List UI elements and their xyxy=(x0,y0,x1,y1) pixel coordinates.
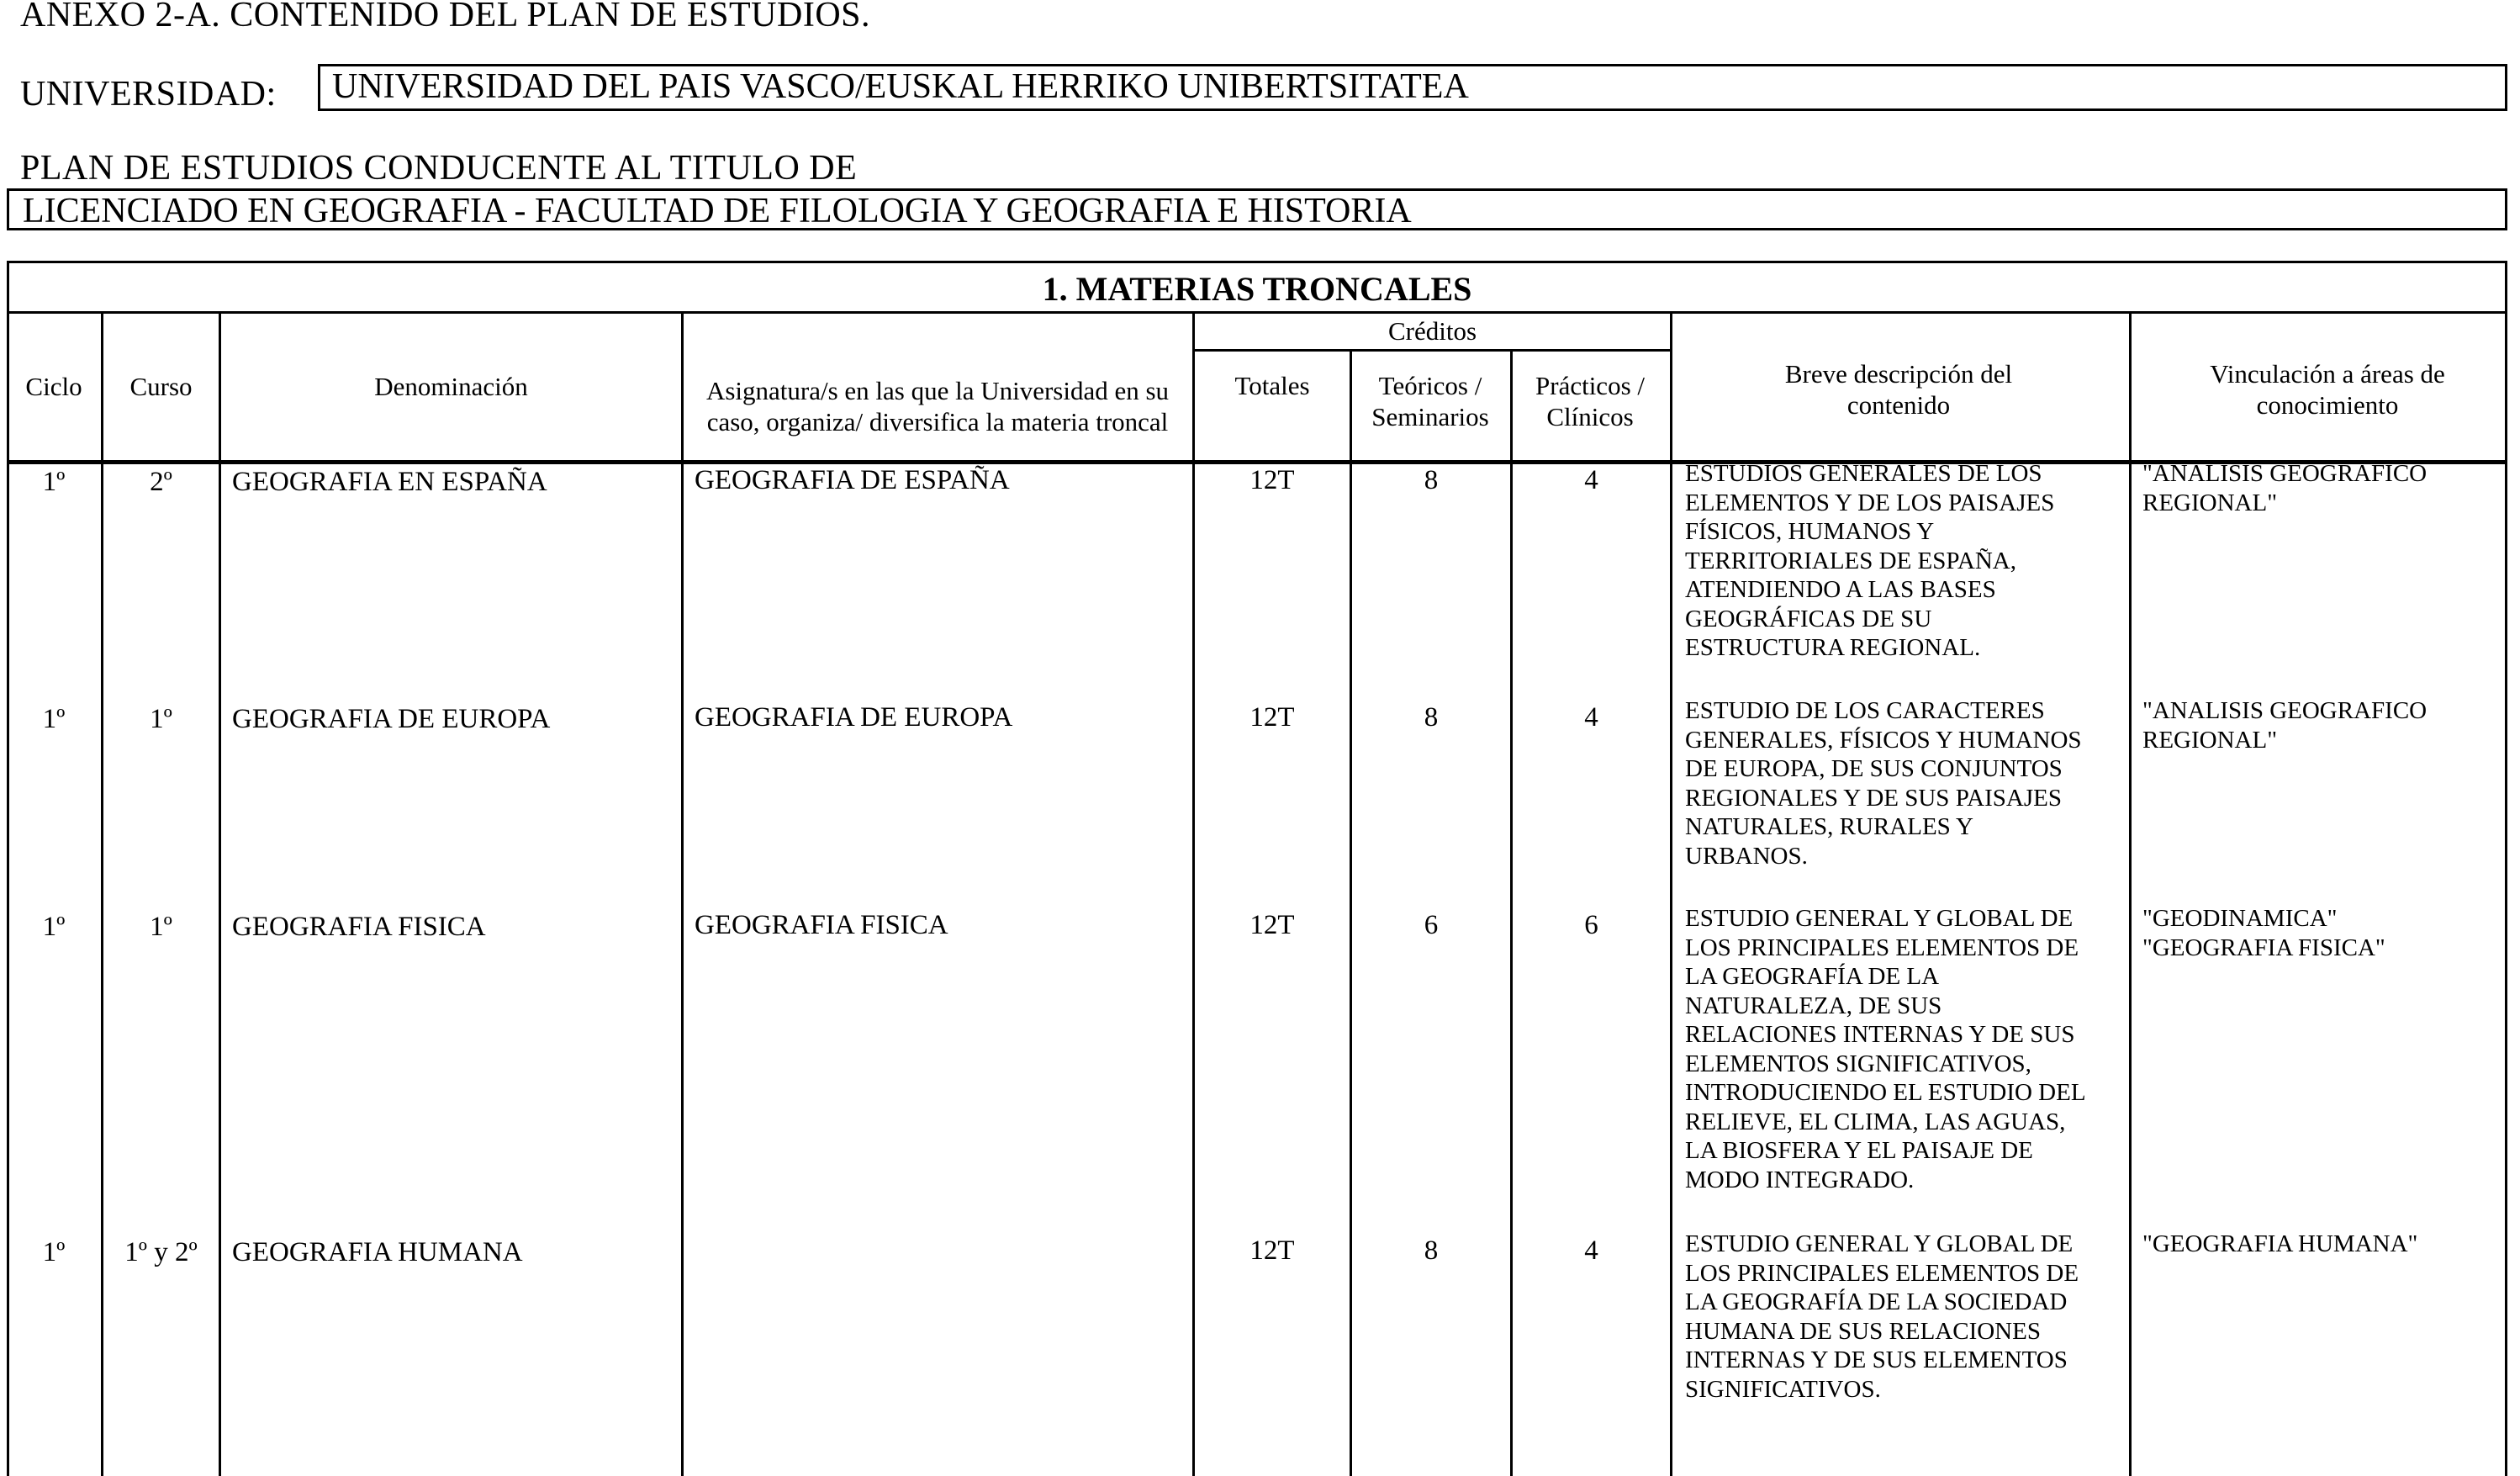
cell-totales: 12T xyxy=(1249,1235,1295,1266)
col-header-vinculacion: Vinculación a áreas de conocimiento xyxy=(2210,359,2445,420)
cell-denominacion: GEOGRAFIA FISICA xyxy=(232,912,486,942)
cell-practicos: 4 xyxy=(1584,702,1598,733)
section-title: 1. MATERIAS TRONCALES xyxy=(1042,270,1472,308)
cell-vinculacion: "ANALISIS GEOGRAFICO REGIONAL" xyxy=(2142,460,2428,516)
plan-label: PLAN DE ESTUDIOS CONDUCENTE AL TITULO DE xyxy=(20,149,858,188)
cell-totales: 12T xyxy=(1249,465,1295,495)
cell-vinculacion: "GEODINAMICA" "GEOGRAFIA FISICA" xyxy=(2142,905,2385,961)
cell-descripcion: ESTUDIO DE LOS CARACTERES GENERALES, FÍSICOS Y HUMANOS DE EUROPA, DE SUS CONJUNTOS REGIONALES Y DE SUS PAISAJES NATURALES, RURALES Y URBANOS. xyxy=(1685,697,2082,870)
cell-denominacion: GEOGRAFIA HUMANA xyxy=(232,1237,523,1267)
cell-descripcion: ESTUDIO GENERAL Y GLOBAL DE LOS PRINCIPALES ELEMENTOS DE LA GEOGRAFÍA DE LA SOCIEDAD HUMANA DE SUS RELACIONES INTERNAS Y DE SUS ELEMENTOS SIGNIFICATIVOS. xyxy=(1685,1230,2079,1403)
plan-value: LICENCIADO EN GEOGRAFIA - FACULTAD DE FILOLOGIA Y GEOGRAFIA E HISTORIA xyxy=(7,188,2507,230)
cell-teoricos: 8 xyxy=(1424,465,1439,495)
cell-curso: 1º xyxy=(150,912,172,942)
cell-denominacion: GEOGRAFIA DE EUROPA xyxy=(232,704,551,734)
cell-vinculacion: "ANALISIS GEOGRAFICO REGIONAL" xyxy=(2142,697,2428,754)
university-label: UNIVERSIDAD: xyxy=(20,75,277,114)
cell-denominacion: GEOGRAFIA EN ESPAÑA xyxy=(232,467,547,497)
col-header-ciclo: Ciclo xyxy=(25,372,82,401)
cell-practicos: 4 xyxy=(1584,1235,1598,1266)
cell-asignatura: GEOGRAFIA FISICA xyxy=(695,910,948,940)
cell-ciclo: 1º xyxy=(42,912,66,942)
table-border-right xyxy=(2505,261,2507,1476)
cell-totales: 12T xyxy=(1249,702,1295,733)
cell-curso: 2º xyxy=(150,467,172,497)
university-value: UNIVERSIDAD DEL PAIS VASCO/EUSKAL HERRIKO UNIBERTSITATEA xyxy=(318,64,2507,111)
col-divider-practicos xyxy=(1670,313,1672,1476)
cell-asignatura: GEOGRAFIA DE EUROPA xyxy=(695,702,1013,733)
cell-asignatura: GEOGRAFIA DE ESPAÑA xyxy=(695,465,1010,495)
cell-descripcion: ESTUDIOS GENERALES DE LOS ELEMENTOS Y DE LOS PAISAJES FÍSICOS, HUMANOS Y TERRITORIALES DE ESPAÑA, ATENDIENDO A LAS BASES GEOGRÁFICAS DE SU ESTRUCTURA REGIONAL. xyxy=(1685,460,2055,661)
cell-totales: 12T xyxy=(1249,910,1295,940)
col-header-totales: Totales xyxy=(1234,370,1310,400)
table-border-top xyxy=(7,261,2507,263)
col-header-asignatura: Asignatura/s en las que la Universidad en su caso, organiza/ diversifica la materia troncal xyxy=(705,376,1170,436)
cell-descripcion: ESTUDIO GENERAL Y GLOBAL DE LOS PRINCIPALES ELEMENTOS DE LA GEOGRAFÍA DE LA NATURALEZA, DE SUS RELACIONES INTERNAS Y DE SUS ELEMENTOS SIGNIFICATIVOS, INTRODUCIENDO EL ESTUDIO DEL RELIEVE, EL CLIMA, LAS AGUAS, LA BIOSFERA Y EL PAISAJE DE MODO INTEGRADO. xyxy=(1685,905,2086,1193)
cell-practicos: 4 xyxy=(1584,465,1598,495)
materias-troncales-table xyxy=(7,261,2507,1476)
cell-ciclo: 1º xyxy=(42,704,66,734)
cell-vinculacion: "GEOGRAFIA HUMANA" xyxy=(2142,1230,2418,1257)
cell-ciclo: 1º xyxy=(42,467,66,497)
cell-practicos: 6 xyxy=(1584,910,1598,940)
col-header-creditos: Créditos xyxy=(1387,316,1477,346)
cell-teoricos: 8 xyxy=(1424,702,1439,733)
col-divider-descripcion xyxy=(2129,313,2132,1476)
col-header-denominacion: Denominación xyxy=(374,372,528,401)
col-header-curso: Curso xyxy=(129,372,193,401)
cell-teoricos: 6 xyxy=(1424,910,1439,940)
col-header-teoricos: Teóricos / Seminarios xyxy=(1371,371,1489,431)
cell-curso: 1º xyxy=(150,704,172,734)
col-divider-denominacion xyxy=(681,313,684,1476)
col-header-practicos: Prácticos / Clínicos xyxy=(1535,371,1645,431)
col-header-descripcion: Breve descripción del contenido xyxy=(1784,359,2013,420)
annex-title: ANEXO 2-A. CONTENIDO DEL PLAN DE ESTUDIOS. xyxy=(20,0,871,34)
cell-teoricos: 8 xyxy=(1424,1235,1439,1266)
cell-curso: 1º y 2º xyxy=(124,1237,198,1267)
cell-ciclo: 1º xyxy=(42,1237,66,1267)
col-divider-curso xyxy=(219,313,221,1476)
